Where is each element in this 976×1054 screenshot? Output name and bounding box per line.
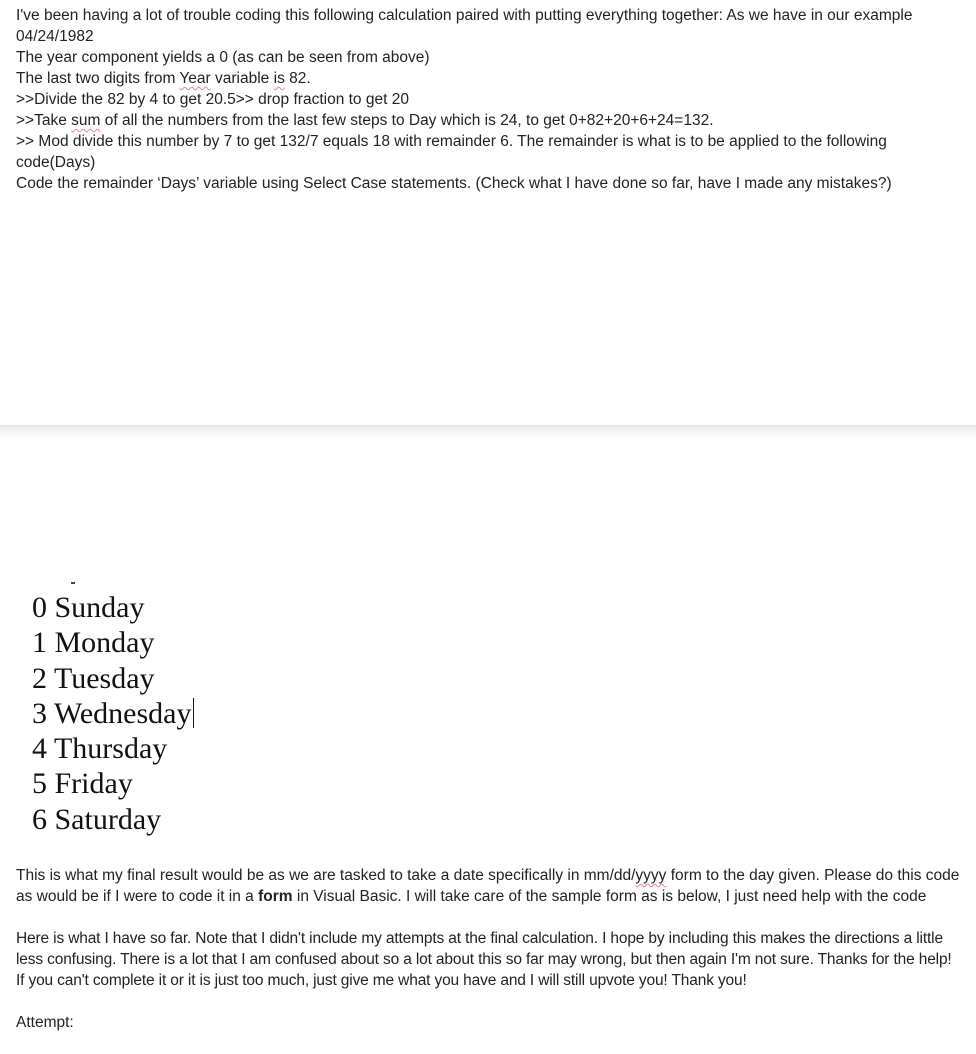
day-friday: 5 Friday [32, 767, 133, 801]
bold-form-word: form [258, 888, 293, 905]
intro-line-2: The year component yields a 0 (as can be seen from above) [16, 49, 430, 66]
intro-line-5 [16, 110, 961, 131]
question-text [16, 5, 961, 194]
stray-mark [71, 582, 75, 584]
outro-paragraph-1 [16, 865, 961, 907]
day-tuesday: 2 Tuesday [32, 661, 155, 695]
outro-p1-part1: This is what my final result would be as we are tasked to take a date specifically in mm/dd/ [16, 867, 636, 884]
intro-line-1: I've been having a lot of trouble coding this following calculation paired with putting everything together: As we have in our example 04/24/1982 [16, 7, 913, 45]
days-list [32, 590, 194, 837]
intro-line-6: >> Mod divide this number by 7 to get 132/7 equals 18 with remainder 6. The remainder is what is to be applied to the following code(Days) [16, 133, 887, 171]
grammar-flag-is-word[interactable]: is [273, 70, 285, 87]
section-divider [0, 425, 976, 439]
intro-line-7: Code the remainder ‘Days’ variable using Select Case statements. (Check what I have done so far, have I made any mistakes?) [16, 175, 892, 192]
day-wednesday [32, 696, 194, 731]
text-cursor [193, 698, 194, 728]
paragraph-gap [16, 907, 961, 928]
day-saturday: 6 Saturday [32, 802, 162, 836]
day-wednesday-label: 3 Wednesday [32, 696, 192, 730]
intro-line-3-before: The last two digits from [16, 70, 180, 87]
intro-line-4: >>Divide the 82 by 4 to get 20.5>> drop fraction to get 20 [16, 91, 409, 108]
misspelled-sum-word[interactable]: sum [71, 112, 101, 129]
attempt-label: Attempt: [16, 1014, 74, 1031]
misspelled-yyyy-word[interactable]: yyyy [635, 867, 667, 884]
day-monday: 1 Monday [32, 626, 155, 660]
outro-p1-part3: in Visual Basic. I will take care of the sample form as is below, I just need help with the code [292, 888, 927, 905]
intro-line-3 [16, 68, 961, 89]
day-thursday: 4 Thursday [32, 732, 168, 766]
misspelled-year-word[interactable]: Year [179, 70, 211, 87]
intro-line-3-after: 82. [284, 70, 311, 87]
day-sunday: 0 Sunday [32, 591, 145, 624]
outro-p1-part2: form to the day given. Please do this code as would be if I were to code it in a [16, 867, 960, 905]
outro-paragraph-2: Here is what I have so far. Note that I didn't include my attempts at the final calculation. I hope by including this makes the directions a little less confusing. There is a lot that I am confused about so a lot about this so far may wrong, but then again I'm not sure. Thanks for the help! If you can't complete it or it is just too much, just give me what you have and I will still upvote you! Thank you! [16, 930, 952, 989]
paragraph-gap [16, 991, 961, 1012]
intro-line-5-after: of all the numbers from the last few steps to Day which is 24, to get 0+82+20+6+24=132. [100, 112, 714, 129]
intro-line-3-middle: variable [210, 70, 274, 87]
intro-line-5-before: >>Take [16, 112, 72, 129]
followup-text [16, 865, 961, 1033]
